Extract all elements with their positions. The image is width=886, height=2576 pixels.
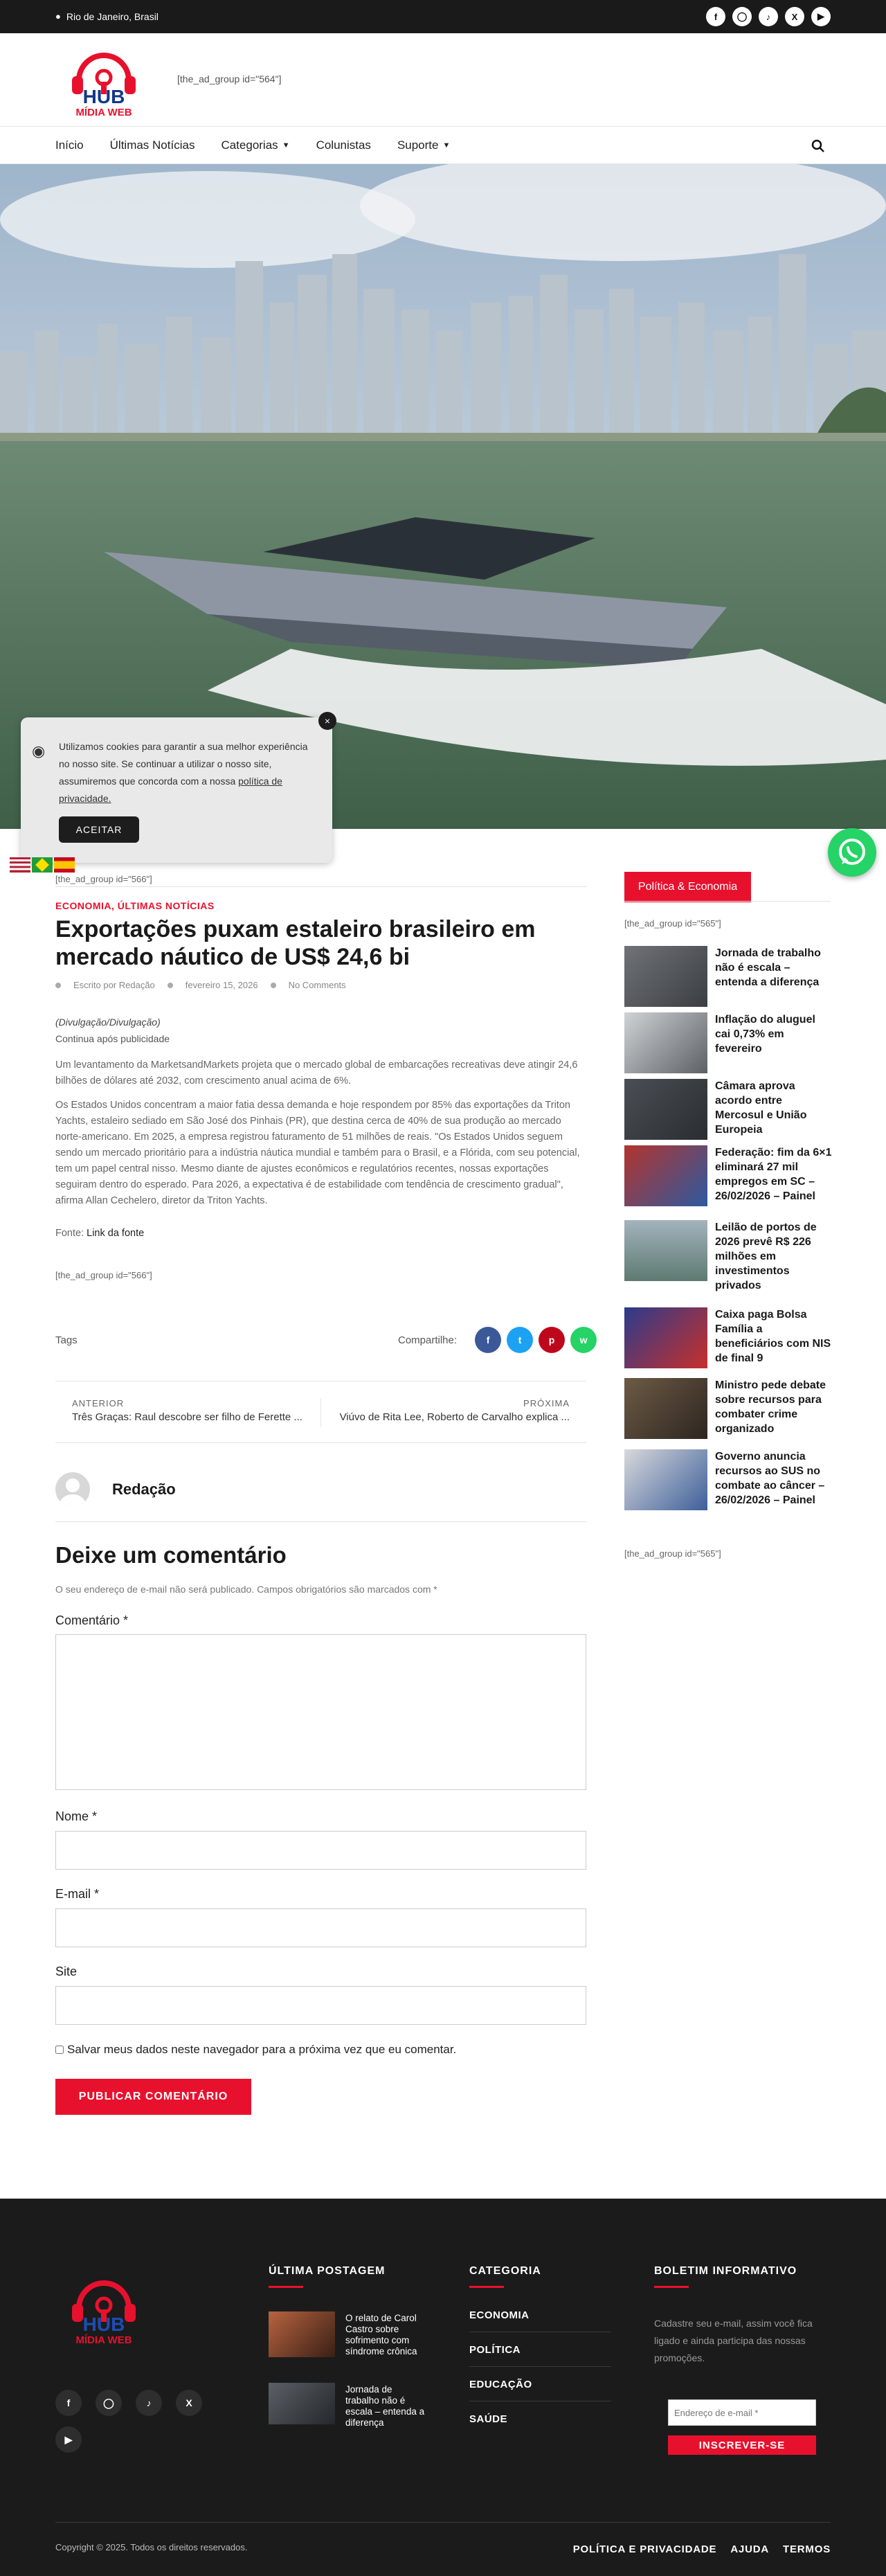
sidebar-item-title: Leilão de portos de 2026 prevê R$ 226 milhões em investimentos privados	[715, 1222, 817, 1291]
footer-post-thumbnail	[269, 2383, 335, 2424]
site-field[interactable]	[55, 1986, 586, 2025]
caret-down-icon: ▼	[282, 141, 290, 150]
footer-underline	[469, 2286, 504, 2288]
site-logo[interactable]	[55, 40, 152, 122]
article-title: Exportações puxam estaleiro brasileiro em mercado náutico de US$ 24,6 bi	[55, 916, 536, 970]
footer-post-title: O relato de Carol Castro sobre sofrimento com síndrome crônica	[345, 2313, 417, 2356]
footer-social-links	[55, 2390, 202, 2416]
x-icon[interactable]: X	[176, 2390, 202, 2416]
bullet-icon	[55, 983, 61, 988]
footer-underline	[269, 2286, 303, 2288]
article-categories[interactable]: ECONOMIA, ÚLTIMAS NOTÍCIAS	[55, 900, 215, 911]
sidebar-item-title: Inflação do aluguel cai 0,73% em fevereiro	[715, 1014, 815, 1055]
prev-title: Três Graças: Raul descobre ser filho de Ferette ...	[72, 1411, 302, 1423]
name-label: Nome *	[55, 1809, 98, 1823]
avatar	[55, 1472, 90, 1507]
sidebar-item-title: Jornada de trabalho não é escala – entenda a diferença	[715, 947, 821, 988]
footer-category-saude[interactable]: SAÚDE	[469, 2413, 508, 2425]
author-name[interactable]: Redação	[112, 1481, 176, 1498]
location	[55, 0, 159, 33]
logo-text-midia: MÍDIA WEB	[75, 2334, 132, 2346]
prev-post[interactable]	[72, 1398, 321, 1423]
footer-underline	[654, 2286, 689, 2288]
footer-category-educacao[interactable]: EDUCAÇÃO	[469, 2379, 532, 2390]
sidebar-item-title: Federação: fim da 6×1 eliminará 27 mil empregos em SC – 26/02/2026 – Painel	[715, 1147, 832, 1202]
footer-logo[interactable]	[55, 2268, 152, 2350]
comment-label: Comentário *	[55, 1613, 129, 1627]
logo-text-hub: HUB	[82, 2314, 125, 2335]
share-whatsapp-icon[interactable]: w	[570, 1327, 597, 1353]
article-source: Fonte: Link da fonte	[55, 1228, 145, 1239]
facebook-icon[interactable]: f	[55, 2390, 82, 2416]
article-body	[55, 1057, 586, 1217]
logo-text-hub: HUB	[82, 86, 125, 107]
header-ad-placeholder: [the_ad_group id="564"]	[177, 73, 282, 84]
sidebar-tab-politica-economia[interactable]: Política & Economia	[624, 872, 751, 902]
sidebar-item-title: Caixa paga Bolsa Família a beneficiários com NIS de final 9	[715, 1309, 831, 1364]
save-info-checkbox[interactable]	[55, 2046, 64, 2054]
caret-down-icon: ▼	[442, 141, 451, 150]
footer-link-terms[interactable]: TERMOS	[783, 2543, 831, 2555]
sidebar-item[interactable]	[624, 1079, 832, 1141]
instagram-icon[interactable]: ◯	[96, 2390, 122, 2416]
source-link[interactable]: Link da fonte	[87, 1228, 145, 1239]
share-bar	[398, 1327, 597, 1353]
newsletter-email-input[interactable]	[668, 2399, 816, 2426]
sidebar-item-title: Câmara aprova acordo entre Mercosul e União Europeia	[715, 1080, 807, 1136]
sidebar-item[interactable]	[624, 1012, 832, 1075]
tags-label: Tags	[55, 1334, 78, 1346]
sidebar-item[interactable]	[624, 1307, 832, 1370]
nav-item-categorias[interactable]: Categorias ▼	[221, 138, 290, 152]
footer-post[interactable]	[269, 2383, 425, 2428]
article-ad-bottom: [the_ad_group id="566"]	[55, 1270, 152, 1280]
article-paragraph: Os Estados Unidos concentram a maior fatia dessa demanda e hoje respondem por 85% das exportações da Triton Yachts, estaleiro sediado em São José dos Pinhais (PR), que destina cerca de 40% de sua produção ao mercado norte-americano. Em 2025, a empresa registrou faturamento de 51 milhões de reais. "Os Estados Unidos seguem sendo um mercado prioritário para a indústria náutica mundial e também para o Brasil, e a Flórida, com seu potencial, tem um papel central nisso. Mesmo diante de ajustes econômicos e regulatórios recentes, nossas exportações seguiram dentro do esperado. Para 2026, a expectativa é de estabilidade com tendência de crescimento gradual", afirma Allan Cechelero, diretor da Triton Yachts.	[55, 1100, 580, 1206]
facebook-icon[interactable]: f	[706, 7, 725, 26]
author-box	[55, 1460, 586, 1522]
comments-notice: O seu endereço de e-mail não será publicado. Campos obrigatórios são marcados com *	[55, 1584, 437, 1595]
sidebar-item[interactable]	[624, 946, 832, 1008]
copyright: Copyright © 2025. Todos os direitos reservados.	[55, 2542, 248, 2552]
share-twitter-icon[interactable]: t	[507, 1327, 533, 1353]
divider	[55, 886, 586, 887]
language-switcher[interactable]	[10, 857, 75, 873]
bullet-icon	[271, 983, 276, 988]
logo-text-midia: MÍDIA WEB	[75, 107, 132, 118]
sidebar-thumbnail	[624, 1449, 707, 1510]
save-info	[55, 2043, 456, 2057]
footer-link-privacy[interactable]: POLÍTICA E PRIVACIDADE	[572, 2543, 717, 2555]
article-date: fevereiro 15, 2026	[185, 980, 258, 990]
name-field[interactable]	[55, 1831, 586, 1870]
article-author[interactable]: Escrito por Redação	[73, 980, 155, 990]
sidebar-thumbnail	[624, 1079, 707, 1140]
sidebar-item-title: Ministro pede debate sobre recursos para combater crime organizado	[715, 1379, 826, 1435]
whatsapp-icon	[828, 828, 876, 877]
cookie-text: Utilizamos cookies para garantir a sua melhor experiência no nosso site. Se continuar a utilizar o nosso site, assumiremos que concorda com a nossa política de privacidade.	[59, 741, 308, 804]
image-credit: (Divulgação/Divulgação)	[55, 1017, 161, 1028]
sidebar-item[interactable]	[624, 1220, 832, 1291]
next-post[interactable]	[320, 1398, 570, 1423]
email-field[interactable]	[55, 1908, 586, 1947]
save-info-label: Salvar meus dados neste navegador para a próxima vez que eu comentar.	[67, 2043, 457, 2056]
youtube-icon[interactable]: ▶	[811, 7, 831, 26]
footer-newsletter-text: Cadastre seu e-mail, assim você fica ligado e ainda participa das nossas promoções.	[654, 2318, 813, 2363]
footer-category-economia[interactable]: ECONOMIA	[469, 2309, 530, 2321]
site-label: Site	[55, 1965, 78, 1978]
nav-item-ultimas-noticias[interactable]: Últimas Notícias	[109, 138, 195, 152]
submit-comment-button[interactable]: PUBLICAR COMENTÁRIO	[55, 2079, 251, 2115]
youtube-icon[interactable]: ▶	[55, 2426, 82, 2453]
cookie-icon: ◉	[32, 742, 46, 760]
footer-post-title: Jornada de trabalho não é escala – entenda a diferença	[345, 2384, 425, 2428]
sidebar-ad-top: [the_ad_group id="565"]	[624, 918, 721, 929]
location-pin-icon: ●	[55, 11, 61, 21]
sidebar-item[interactable]	[624, 1378, 832, 1440]
footer-latest-title: ÚLTIMA POSTAGEM	[269, 2265, 386, 2277]
nav-item-colunistas[interactable]: Colunistas	[316, 138, 371, 152]
comment-textarea[interactable]	[55, 1634, 586, 1790]
nav-item-inicio[interactable]: Início	[55, 138, 84, 152]
footer-category-title: CATEGORIA	[469, 2265, 541, 2277]
instagram-icon[interactable]: ◯	[732, 7, 752, 26]
privacy-policy-link[interactable]: política de privacidade.	[59, 776, 282, 804]
article-comments-count[interactable]: No Comments	[288, 980, 346, 990]
footer-category-politica[interactable]: POLÍTICA	[469, 2344, 521, 2356]
footer-link-help[interactable]: AJUDA	[730, 2543, 770, 2555]
continue-notice: Continua após publicidade	[55, 1033, 170, 1044]
site-footer	[0, 2199, 886, 2576]
footer-newsletter-title: BOLETIM INFORMATIVO	[654, 2265, 797, 2277]
search-icon[interactable]	[811, 139, 825, 153]
sidebar-thumbnail	[624, 946, 707, 1007]
sidebar-item[interactable]	[624, 1145, 832, 1208]
comments-title: Deixe um comentário	[55, 1542, 287, 1568]
share-facebook-icon[interactable]: f	[475, 1327, 501, 1353]
divider	[624, 901, 831, 902]
footer-social-links-row2	[55, 2426, 82, 2453]
share-label: Compartilhe:	[398, 1334, 458, 1346]
whatsapp-button[interactable]	[828, 828, 876, 877]
sidebar-thumbnail	[624, 1145, 707, 1206]
post-navigation	[55, 1381, 586, 1443]
sidebar-item-title: Governo anuncia recursos ao SUS no combate ao câncer – 26/02/2026 – Painel	[715, 1451, 825, 1506]
share-pinterest-icon[interactable]: p	[539, 1327, 565, 1353]
x-icon[interactable]: X	[785, 7, 804, 26]
bullet-icon	[168, 983, 173, 988]
flag-pt-icon[interactable]	[32, 857, 53, 873]
tiktok-icon[interactable]: ♪	[759, 7, 778, 26]
sidebar-ad-bottom: [the_ad_group id="565"]	[624, 1548, 721, 1559]
flag-en-icon[interactable]	[10, 857, 30, 873]
sidebar-thumbnail	[624, 1307, 707, 1368]
main-nav	[0, 126, 886, 164]
top-bar	[0, 0, 886, 33]
nav-item-suporte[interactable]: Suporte ▼	[397, 138, 451, 152]
close-icon[interactable]: ×	[318, 712, 336, 730]
sidebar-thumbnail	[624, 1012, 707, 1073]
divider	[469, 2366, 611, 2367]
article-ad-top: [the_ad_group id="566"]	[55, 874, 152, 884]
subscribe-button[interactable]: INSCREVER-SE	[668, 2435, 816, 2455]
divider	[55, 2522, 831, 2523]
footer-links	[573, 2543, 831, 2555]
article-paragraph: Um levantamento da MarketsandMarkets projeta que o mercado global de embarcações recreativas deve atingir 24,6 bilhões de dólares até 2032, com crescimento anual acima de 6%.	[55, 1059, 578, 1086]
next-title: Viúvo de Rita Lee, Roberto de Carvalho explica ...	[339, 1411, 570, 1423]
tiktok-icon[interactable]: ♪	[136, 2390, 162, 2416]
accept-cookies-button[interactable]: ACEITAR	[59, 816, 139, 843]
footer-post[interactable]	[269, 2311, 421, 2360]
cookie-notice	[21, 717, 332, 863]
footer-post-thumbnail	[269, 2311, 335, 2357]
social-links	[706, 7, 831, 26]
flag-es-icon[interactable]	[54, 857, 75, 873]
email-label: E-mail *	[55, 1887, 100, 1901]
sidebar-thumbnail	[624, 1378, 707, 1439]
sidebar-thumbnail	[624, 1220, 707, 1281]
article-meta	[55, 980, 346, 990]
sidebar-item[interactable]	[624, 1449, 832, 1512]
next-label: PRÓXIMA	[523, 1398, 570, 1408]
prev-label: ANTERIOR	[72, 1398, 125, 1408]
location-text: Rio de Janeiro, Brasil	[66, 11, 159, 22]
